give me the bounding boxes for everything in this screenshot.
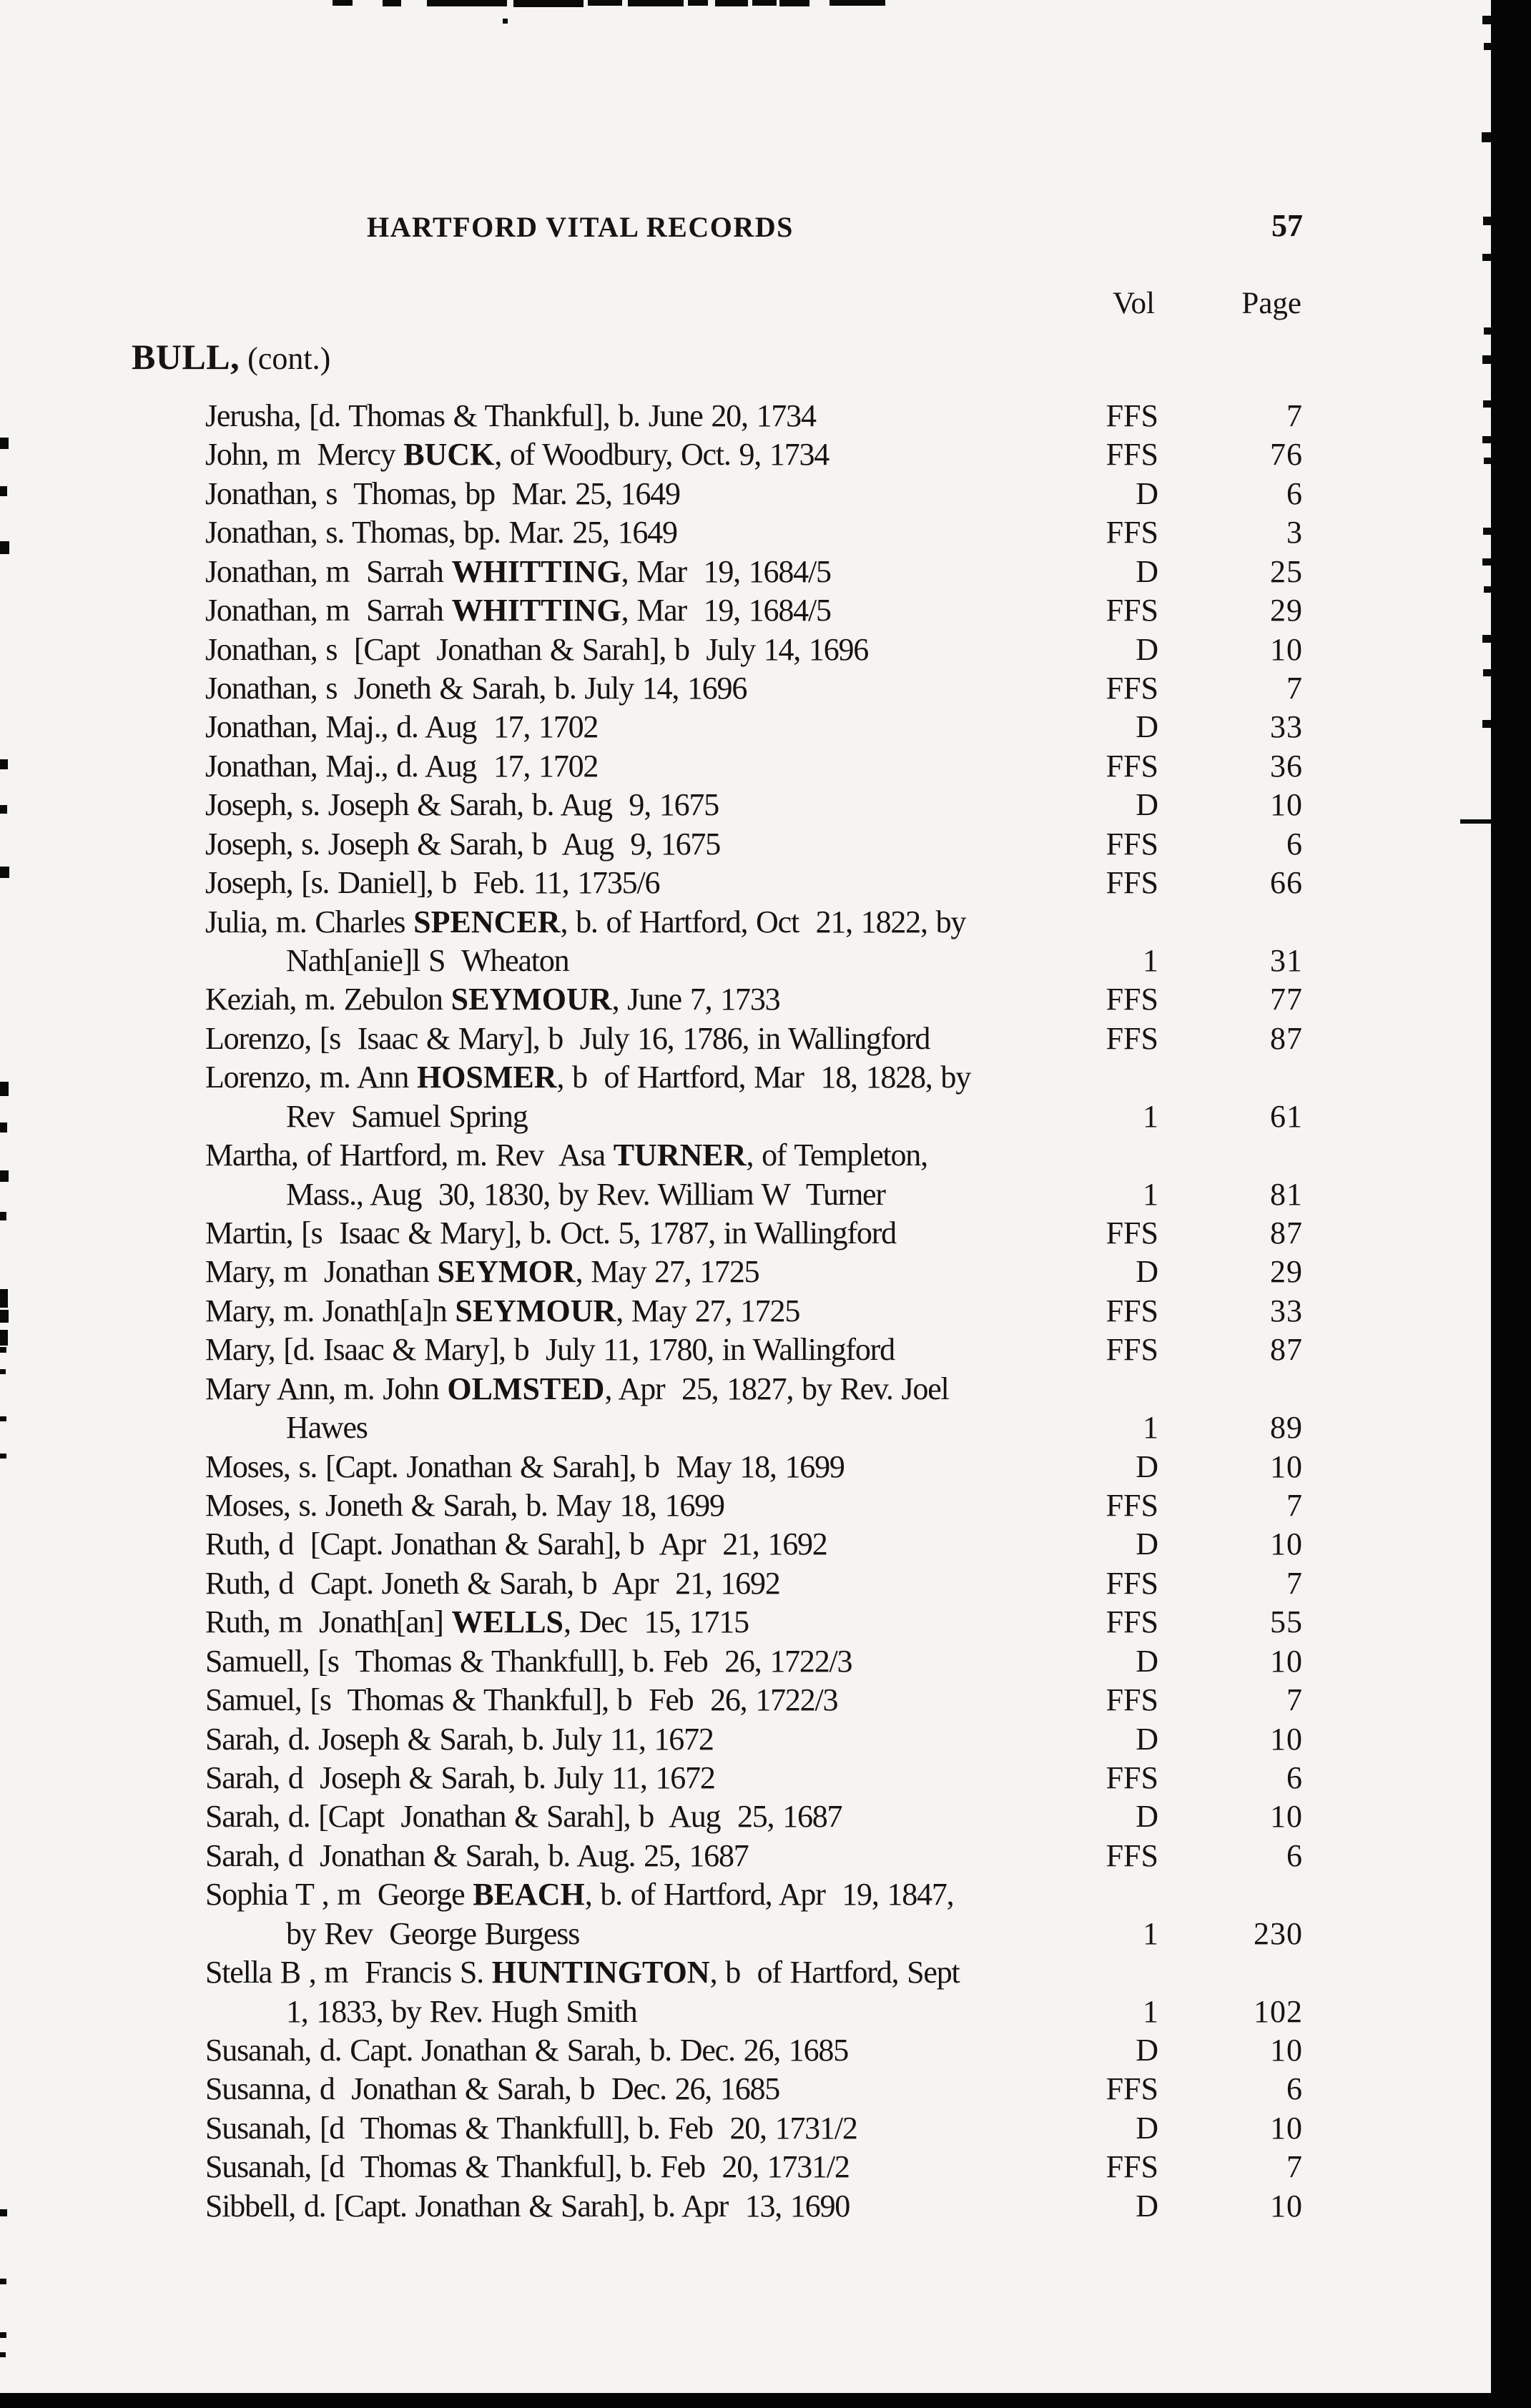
record-text: Mary Ann, m. John OLMSTED, Apr 25, 1827, by Rev. Joel: [205, 1371, 949, 1406]
record-text: Jonathan, m Sarrah WHITTING, Mar 19, 1684/5: [205, 554, 831, 589]
record-page: 76: [1270, 437, 1303, 472]
record-text: John, m Mercy BUCK, of Woodbury, Oct. 9, 1734: [205, 437, 830, 472]
record-text: Jerusha, [d. Thomas & Thankful], b. June 20, 1734: [205, 398, 816, 433]
record-text: Nath[anie]l S Wheaton: [286, 943, 569, 978]
record-text: Hawes: [286, 1410, 368, 1445]
record-text: Lorenzo, m. Ann HOSMER, b of Hartford, Mar 18, 1828, by: [205, 1060, 970, 1095]
record-vol: 1: [1143, 1916, 1158, 1951]
record-text: Lorenzo, [s Isaac & Mary], b July 16, 1786, in Wallingford: [205, 1021, 930, 1056]
record-row: [0, 1059, 1531, 1097]
record-text: by Rev George Burgess: [286, 1916, 580, 1951]
record-page: 77: [1270, 982, 1303, 1017]
record-row: [0, 436, 1531, 475]
record-row: [0, 1565, 1531, 1604]
record-vol: D: [1136, 1254, 1158, 1289]
record-row: [0, 1020, 1531, 1059]
record-page: 33: [1270, 1293, 1303, 1328]
record-vol: D: [1136, 1722, 1158, 1757]
record-text: Martin, [s Isaac & Mary], b. Oct. 5, 1787, in Wallingford: [205, 1215, 896, 1250]
record-text: Jonathan, Maj., d. Aug 17, 1702: [205, 749, 599, 784]
record-text: Sibbell, d. [Capt. Jonathan & Sarah], b. Apr 13, 1690: [205, 2189, 850, 2224]
record-vol: 1: [1143, 943, 1158, 978]
record-page: 25: [1270, 554, 1303, 589]
record-row: [0, 398, 1531, 436]
record-page: 3: [1286, 515, 1303, 550]
record-text: Moses, s. Joneth & Sarah, b. May 18, 1699: [205, 1488, 724, 1523]
record-row: [0, 1293, 1531, 1331]
record-page: 10: [1270, 2189, 1303, 2224]
record-row: [0, 1604, 1531, 1642]
record-page: 6: [1286, 2071, 1303, 2106]
record-text: Jonathan, Maj., d. Aug 17, 1702: [205, 709, 599, 744]
record-vol: D: [1136, 2111, 1158, 2146]
record-text: Sarah, d. Joseph & Sarah, b. July 11, 1672: [205, 1722, 714, 1757]
record-row: [0, 1721, 1531, 1760]
record-page: 55: [1270, 1604, 1303, 1639]
record-page: 33: [1270, 709, 1303, 744]
record-vol: D: [1136, 476, 1158, 511]
record-row: [0, 1993, 1531, 2032]
record-vol: D: [1136, 632, 1158, 667]
record-vol: FFS: [1106, 1293, 1158, 1328]
section-cont-label: (cont.): [240, 341, 331, 376]
record-text: Ruth, d [Capt. Jonathan & Sarah], b Apr 21, 1692: [205, 1526, 827, 1561]
record-vol: D: [1136, 1799, 1158, 1834]
record-text: Rev Samuel Spring: [286, 1099, 528, 1134]
record-row: [0, 748, 1531, 786]
record-page: 10: [1270, 632, 1303, 667]
record-vol: FFS: [1106, 1838, 1158, 1873]
record-page: 10: [1270, 787, 1303, 822]
record-vol: FFS: [1106, 749, 1158, 784]
record-text: Ruth, m Jonath[an] WELLS, Dec 15, 1715: [205, 1604, 749, 1639]
record-text: Joseph, s. Joseph & Sarah, b. Aug 9, 1675: [205, 787, 719, 822]
section-surname: BULL,: [132, 337, 240, 377]
record-vol: D: [1136, 709, 1158, 744]
record-vol: FFS: [1106, 398, 1158, 433]
record-row: [0, 2110, 1531, 2148]
record-row: [0, 1331, 1531, 1370]
record-page: 87: [1270, 1332, 1303, 1367]
record-vol: 1: [1143, 1099, 1158, 1134]
record-text: Joseph, s. Joseph & Sarah, b Aug 9, 1675: [205, 826, 721, 862]
record-row: [0, 1371, 1531, 1409]
record-row: [0, 2032, 1531, 2071]
record-row: [0, 942, 1531, 981]
record-vol: FFS: [1106, 671, 1158, 706]
record-row: [0, 786, 1531, 825]
record-text: Samuell, [s Thomas & Thankfull], b. Feb 26, 1722/3: [205, 1644, 852, 1679]
record-vol: D: [1136, 1526, 1158, 1561]
record-text: 1, 1833, by Rev. Hugh Smith: [286, 1994, 637, 2029]
record-vol: D: [1136, 787, 1158, 822]
record-text: Julia, m. Charles SPENCER, b. of Hartford, Oct 21, 1822, by: [205, 904, 966, 939]
record-row: [0, 1760, 1531, 1798]
record-vol: D: [1136, 1644, 1158, 1679]
record-vol: FFS: [1106, 826, 1158, 862]
record-text: Mass., Aug 30, 1830, by Rev. William W Turner: [286, 1177, 885, 1212]
record-page: 7: [1286, 1682, 1303, 1717]
record-page: 89: [1270, 1410, 1303, 1445]
record-row: [0, 904, 1531, 942]
page-number: 57: [1271, 208, 1303, 243]
record-page: 10: [1270, 1449, 1303, 1484]
record-row: [0, 1409, 1531, 1448]
record-row: [0, 709, 1531, 747]
record-row: [0, 1487, 1531, 1526]
page-title: HARTFORD VITAL RECORDS: [367, 211, 794, 243]
record-row: [0, 1876, 1531, 1915]
record-row: [0, 981, 1531, 1020]
record-text: Sarah, d Jonathan & Sarah, b. Aug. 25, 1687: [205, 1838, 749, 1873]
record-row: [0, 826, 1531, 864]
record-text: Mary, m. Jonath[a]n SEYMOUR, May 27, 1725: [205, 1293, 800, 1328]
record-vol: FFS: [1106, 515, 1158, 550]
record-vol: FFS: [1106, 1488, 1158, 1523]
record-row: [0, 1682, 1531, 1720]
record-text: Joseph, [s. Daniel], b Feb. 11, 1735/6: [205, 865, 660, 900]
record-text: Moses, s. [Capt. Jonathan & Sarah], b May 18, 1699: [205, 1449, 845, 1484]
record-vol: FFS: [1106, 1021, 1158, 1056]
record-page: 66: [1270, 865, 1303, 900]
column-header-vol: Vol: [1113, 287, 1155, 320]
record-page: 10: [1270, 1526, 1303, 1561]
record-vol: 1: [1143, 1177, 1158, 1212]
record-row: [0, 2188, 1531, 2226]
record-page: 7: [1286, 2149, 1303, 2184]
record-page: 7: [1286, 398, 1303, 433]
record-row: [0, 1253, 1531, 1292]
record-vol: D: [1136, 2189, 1158, 2224]
record-text: Susanna, d Jonathan & Sarah, b Dec. 26, 1685: [205, 2071, 780, 2106]
record-row: [0, 553, 1531, 592]
record-text: Stella B , m Francis S. HUNTINGTON, b of Hartford, Sept: [205, 1955, 960, 1990]
record-vol: FFS: [1106, 1566, 1158, 1601]
record-row: [0, 1098, 1531, 1137]
record-text: Keziah, m. Zebulon SEYMOUR, June 7, 1733: [205, 982, 780, 1017]
record-row: [0, 1643, 1531, 1682]
column-header-page: Page: [1241, 287, 1301, 320]
record-text: Ruth, d Capt. Joneth & Sarah, b Apr 21, 1692: [205, 1566, 780, 1601]
record-vol: D: [1136, 2033, 1158, 2068]
record-row: [0, 1449, 1531, 1487]
record-row: [0, 2148, 1531, 2187]
record-vol: D: [1136, 1449, 1158, 1484]
record-text: Jonathan, m Sarrah WHITTING, Mar 19, 1684/5: [205, 593, 831, 628]
record-vol: FFS: [1106, 2149, 1158, 2184]
record-vol: FFS: [1106, 1332, 1158, 1367]
record-page: 10: [1270, 2033, 1303, 2068]
record-page: 7: [1286, 671, 1303, 706]
record-page: 7: [1286, 1488, 1303, 1523]
record-vol: 1: [1143, 1410, 1158, 1445]
record-text: Mary, m Jonathan SEYMOR, May 27, 1725: [205, 1254, 759, 1289]
record-text: Sarah, d. [Capt Jonathan & Sarah], b Aug 25, 1687: [205, 1799, 842, 1834]
record-page: 31: [1270, 943, 1303, 978]
record-page: 6: [1286, 826, 1303, 862]
record-page: 10: [1270, 1644, 1303, 1679]
record-page: 6: [1286, 1760, 1303, 1795]
record-row: [0, 475, 1531, 514]
record-text: Jonathan, s Joneth & Sarah, b. July 14, 1696: [205, 671, 747, 706]
record-page: 81: [1270, 1177, 1303, 1212]
record-text: Susanah, d. Capt. Jonathan & Sarah, b. Dec. 26, 1685: [205, 2033, 849, 2068]
record-row: [0, 864, 1531, 903]
record-text: Mary, [d. Isaac & Mary], b July 11, 1780, in Wallingford: [205, 1332, 895, 1367]
record-page: 6: [1286, 476, 1303, 511]
record-page: 36: [1270, 749, 1303, 784]
record-page: 29: [1270, 593, 1303, 628]
record-vol: FFS: [1106, 1760, 1158, 1795]
record-page: 87: [1270, 1021, 1303, 1056]
record-page: 29: [1270, 1254, 1303, 1289]
record-text: Sarah, d Joseph & Sarah, b. July 11, 1672: [205, 1760, 715, 1795]
record-row: [0, 592, 1531, 631]
record-row: [0, 1137, 1531, 1175]
record-row: [0, 1176, 1531, 1215]
record-text: Jonathan, s [Capt Jonathan & Sarah], b July 14, 1696: [205, 632, 869, 667]
record-text: Samuel, [s Thomas & Thankful], b Feb 26, 1722/3: [205, 1682, 838, 1717]
record-vol: D: [1136, 554, 1158, 589]
record-text: Susanah, [d Thomas & Thankfull], b. Feb 20, 1731/2: [205, 2111, 857, 2146]
record-text: Jonathan, s. Thomas, bp. Mar. 25, 1649: [205, 515, 677, 550]
record-page: 6: [1286, 1838, 1303, 1873]
record-row: [0, 1798, 1531, 1837]
record-row: [0, 631, 1531, 670]
record-row: [0, 2071, 1531, 2109]
record-vol: FFS: [1106, 437, 1158, 472]
record-row: [0, 1837, 1531, 1876]
record-page: 10: [1270, 1799, 1303, 1834]
record-text: Martha, of Hartford, m. Rev Asa TURNER, of Templeton,: [205, 1138, 927, 1173]
record-vol: FFS: [1106, 1682, 1158, 1717]
record-row: [0, 1915, 1531, 1954]
record-row: [0, 1526, 1531, 1564]
record-page: 10: [1270, 2111, 1303, 2146]
record-row: [0, 514, 1531, 553]
record-vol: 1: [1143, 1994, 1158, 2029]
record-page: 87: [1270, 1215, 1303, 1250]
record-page: 61: [1270, 1099, 1303, 1134]
record-vol: FFS: [1106, 865, 1158, 900]
record-vol: FFS: [1106, 1215, 1158, 1250]
record-vol: FFS: [1106, 2071, 1158, 2106]
record-page: 10: [1270, 1722, 1303, 1757]
record-vol: FFS: [1106, 593, 1158, 628]
record-vol: FFS: [1106, 982, 1158, 1017]
record-text: Sophia T , m George BEACH, b. of Hartford, Apr 19, 1847,: [205, 1877, 954, 1912]
record-row: [0, 1215, 1531, 1253]
record-page: 230: [1254, 1916, 1303, 1951]
record-page: 102: [1254, 1994, 1303, 2029]
record-vol: FFS: [1106, 1604, 1158, 1639]
record-text: Jonathan, s Thomas, bp Mar. 25, 1649: [205, 476, 680, 511]
record-page: 7: [1286, 1566, 1303, 1601]
record-text: Susanah, [d Thomas & Thankful], b. Feb 20, 1731/2: [205, 2149, 850, 2184]
record-row: [0, 1954, 1531, 1993]
record-row: [0, 670, 1531, 709]
